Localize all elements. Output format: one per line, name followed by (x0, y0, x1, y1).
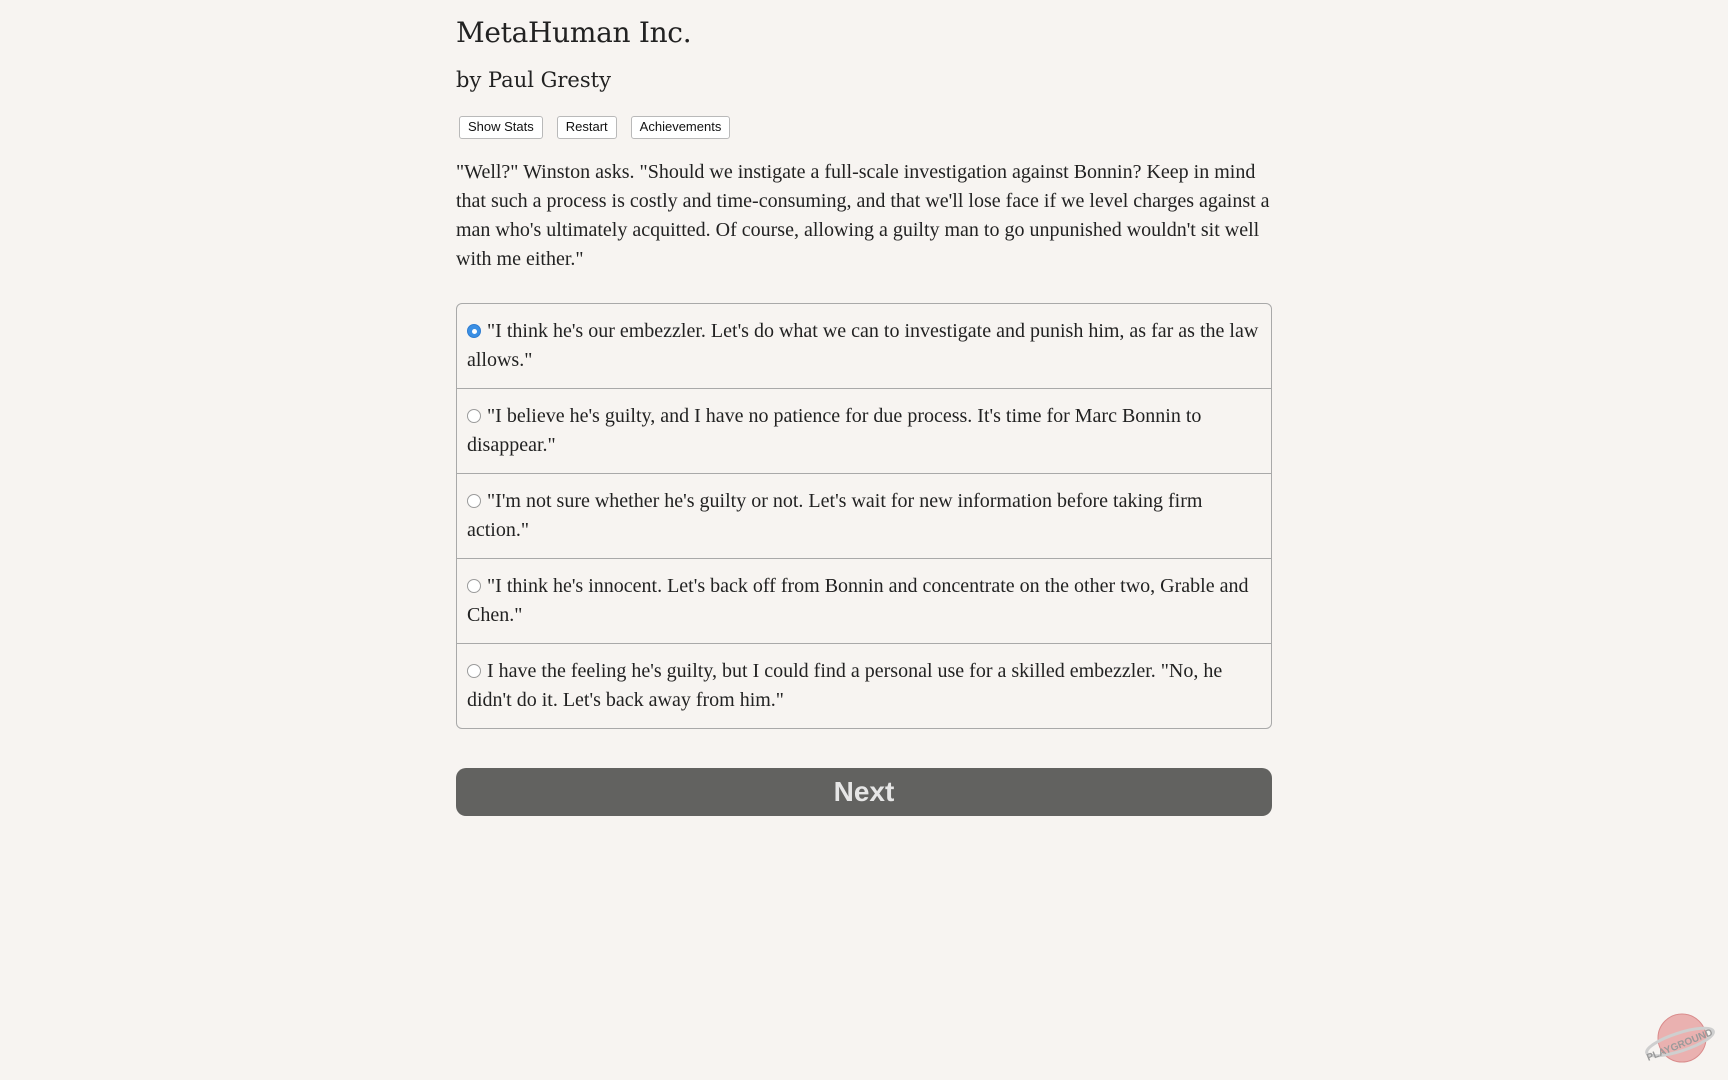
choice-label-2: "I believe he's guilty, and I have no patience for due process. It's time for Marc Bonnin to disappear." (467, 405, 1202, 456)
radio-button-1[interactable] (467, 324, 481, 338)
author-byline: by Paul Gresty (456, 68, 611, 92)
radio-button-3[interactable] (467, 494, 481, 508)
choice-label-1: "I think he's our embezzler. Let's do what we can to investigate and punish him, as far as the law allows." (467, 320, 1259, 371)
choice-label-4: "I think he's innocent. Let's back off from Bonnin and concentrate on the other two, Grable and Chen." (467, 575, 1249, 626)
choice-label-5: I have the feeling he's guilty, but I could find a personal use for a skilled embezzler. "No, he didn't do it. Let's back away from him." (467, 660, 1223, 711)
playground-watermark-text: PLAYGROUND (1645, 1027, 1715, 1064)
choice-list (456, 303, 1272, 729)
choice-option-3[interactable] (457, 473, 1271, 558)
game-title: MetaHuman Inc. (456, 16, 692, 49)
radio-button-4[interactable] (467, 579, 481, 593)
choice-option-4[interactable] (457, 558, 1271, 643)
restart-button[interactable]: Restart (557, 116, 617, 139)
choice-option-2[interactable] (457, 388, 1271, 473)
choice-option-5[interactable] (457, 643, 1271, 728)
choice-option-1[interactable] (457, 304, 1271, 388)
choice-label-3: "I'm not sure whether he's guilty or not. Let's wait for new information before taking firm action." (467, 490, 1203, 541)
radio-button-2[interactable] (467, 409, 481, 423)
story-prompt: "Well?" Winston asks. "Should we instigate a full-scale investigation against Bonnin? Keep in mind that such a process is costly and time-consuming, and that we'll lose face if we level charges against a man who's ultimately acquitted. Of course, allowing a guilty man to go unpunished wouldn't sit well with me either." (456, 161, 1270, 270)
radio-button-5[interactable] (467, 664, 481, 678)
achievements-button[interactable]: Achievements (631, 116, 731, 139)
toolbar (459, 116, 730, 139)
next-button[interactable]: Next (456, 768, 1272, 816)
playground-planet-icon (1644, 1008, 1716, 1070)
show-stats-button[interactable]: Show Stats (459, 116, 543, 139)
